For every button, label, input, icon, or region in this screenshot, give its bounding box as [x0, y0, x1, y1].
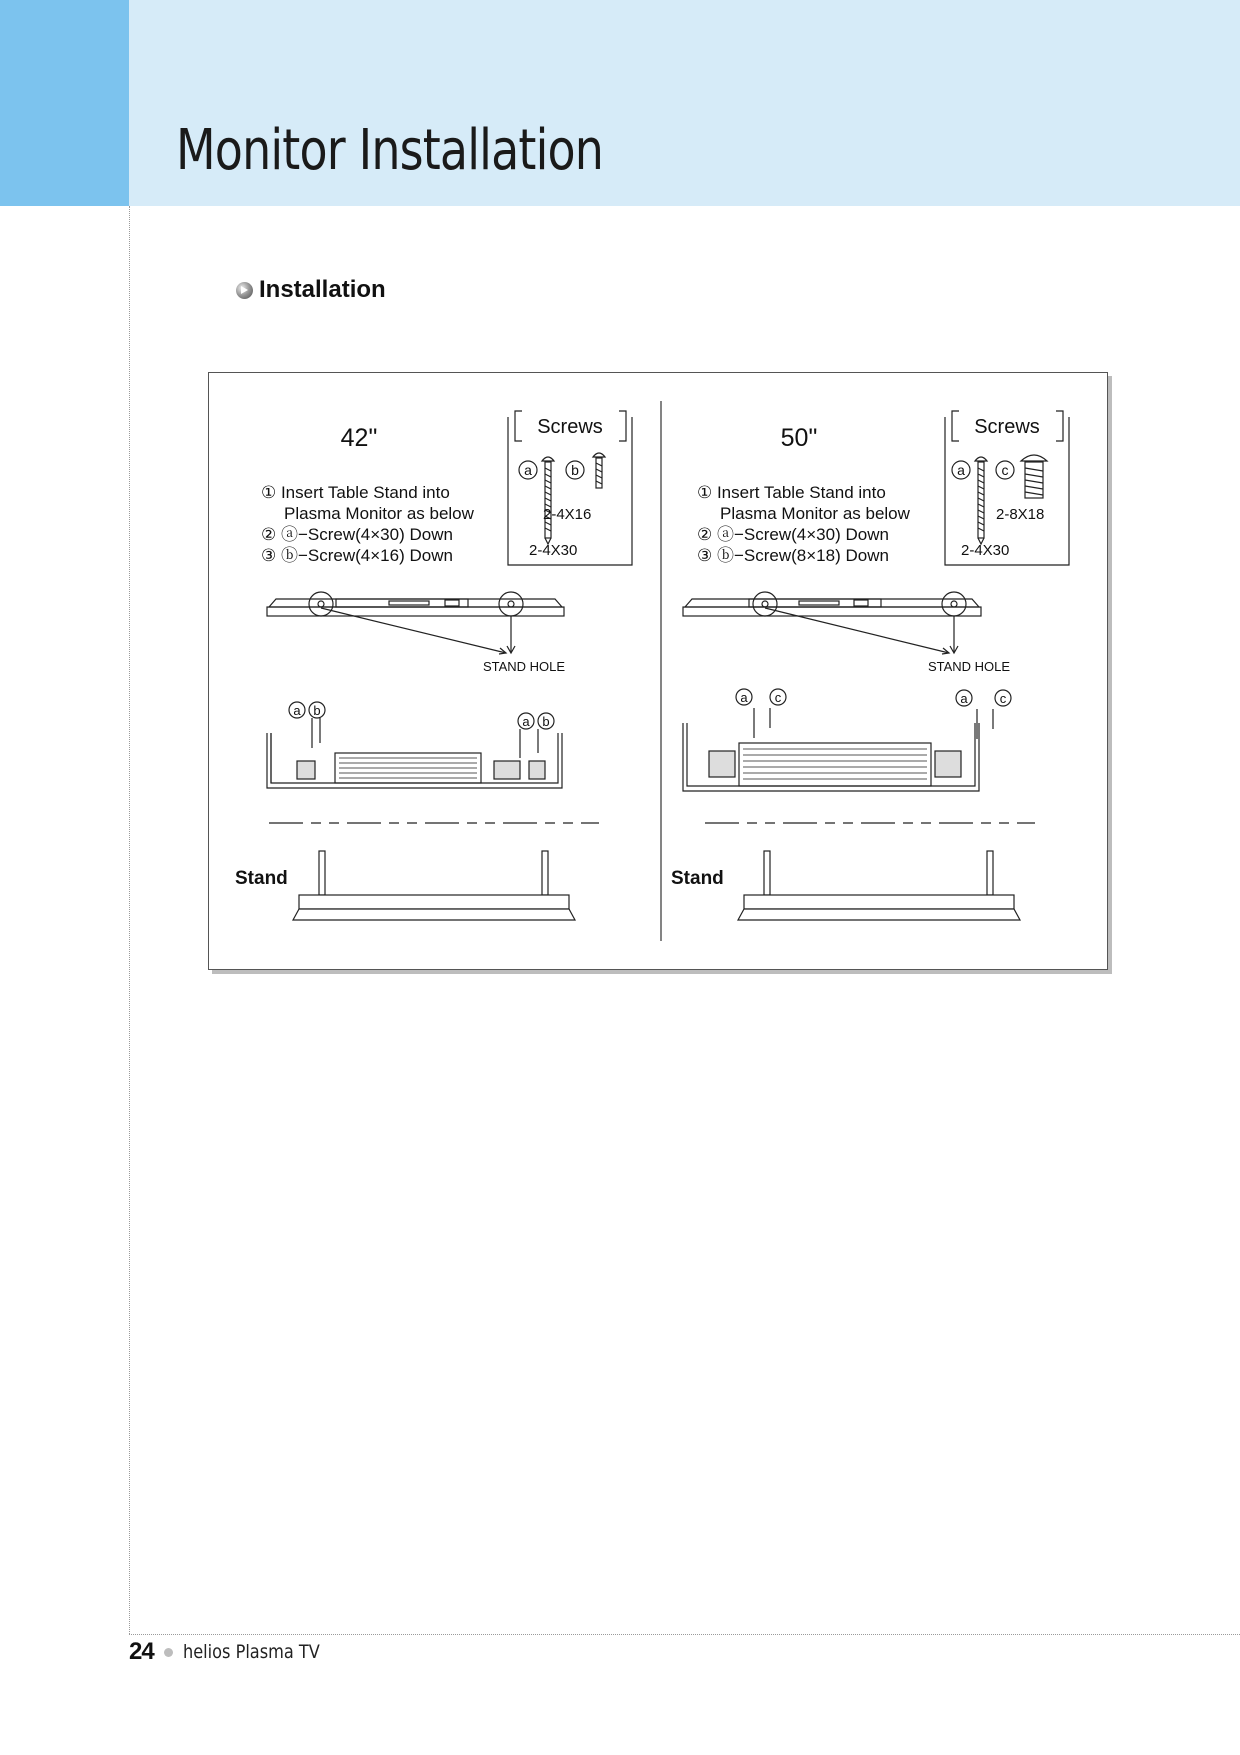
screw-letter: c — [999, 691, 1007, 706]
screw-a-icon — [975, 457, 987, 544]
section-title: Installation — [259, 276, 386, 303]
monitor-bottom-view — [267, 592, 564, 654]
screw-spec: 2-4X30 — [961, 542, 1010, 559]
screw-letter: c — [1001, 462, 1009, 478]
bullet-icon — [236, 282, 253, 299]
step-line: ③ ⓑ−Screw(4×16) Down — [261, 546, 453, 565]
screw-letter: a — [960, 691, 968, 706]
page-footer — [129, 1638, 344, 1666]
footer-dot-icon — [164, 1648, 173, 1657]
step-line: ③ ⓑ−Screw(8×18) Down — [697, 546, 889, 565]
screw-spec: 2-8X18 — [996, 506, 1045, 523]
step-line: Plasma Monitor as below — [284, 504, 474, 523]
stand-label: Stand — [235, 868, 288, 889]
screw-letter: a — [293, 703, 301, 718]
panel-size: 50" — [780, 424, 818, 452]
diagram-svg — [209, 373, 1107, 969]
stand-illustration — [738, 851, 1020, 920]
rear-view — [267, 702, 562, 788]
footer-rule — [129, 1634, 1240, 1635]
stand-label: Stand — [671, 868, 724, 889]
screw-letter: b — [313, 703, 321, 718]
stand-hole-label: STAND HOLE — [482, 659, 566, 674]
screw-letter: a — [524, 462, 532, 478]
panel-42 — [235, 411, 632, 920]
screw-c-icon — [1021, 455, 1047, 498]
stand-illustration — [293, 851, 575, 920]
screw-letter: a — [740, 690, 748, 705]
margin-rule — [129, 206, 130, 1634]
screw-spec: 2-4X30 — [529, 542, 578, 559]
rear-view — [683, 689, 1011, 791]
monitor-bottom-view — [683, 592, 981, 654]
panel-size: 42" — [340, 424, 378, 452]
stand-hole-label: STAND HOLE — [927, 659, 1011, 674]
screw-letter: a — [522, 714, 530, 729]
footer-product: helios Plasma TV — [182, 1641, 320, 1663]
step-line: ② ⓐ−Screw(4×30) Down — [697, 525, 889, 544]
screw-spec: 2-4X16 — [543, 506, 592, 523]
screws-title: Screws — [537, 416, 603, 438]
installation-diagram — [208, 372, 1108, 970]
screws-title: Screws — [974, 416, 1040, 438]
panel-50 — [671, 411, 1069, 920]
step-line: ① Insert Table Stand into — [261, 483, 450, 502]
screw-letter: b — [571, 462, 579, 478]
step-line: Plasma Monitor as below — [720, 504, 910, 523]
header-tab — [0, 0, 129, 206]
screw-a-icon — [542, 457, 554, 544]
page-title: Monitor Installation — [176, 118, 604, 183]
screw-letter: c — [774, 690, 782, 705]
step-line: ① Insert Table Stand into — [697, 483, 886, 502]
screw-letter: b — [542, 714, 550, 729]
page-number: 24 — [129, 1638, 154, 1665]
screw-letter: a — [957, 462, 965, 478]
screw-b-icon — [593, 453, 605, 488]
step-line: ② ⓐ−Screw(4×30) Down — [261, 525, 453, 544]
section-heading — [236, 276, 386, 304]
